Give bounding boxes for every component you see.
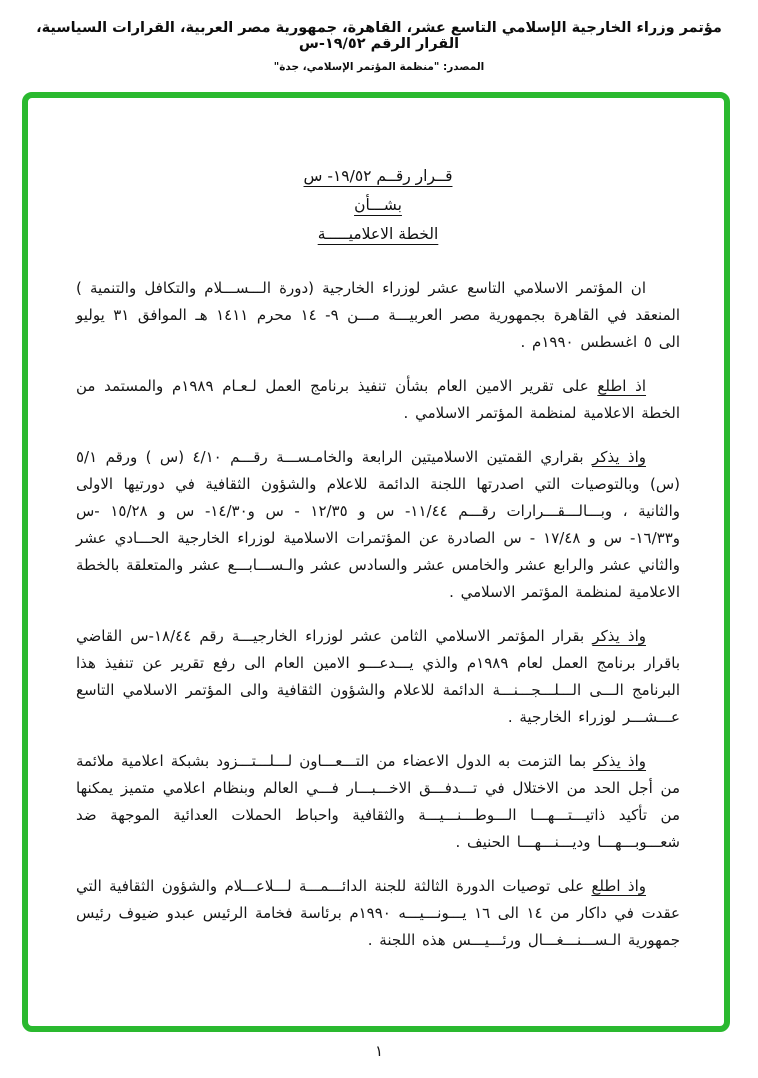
paragraph-recalling-summits: [76, 444, 680, 606]
paragraph-text: ان المؤتمر الاسلامي التاسع عشر لوزراء الخارجية (دورة الـــســـلام والتكافل والتنمية ) المنعقد في القاهرة بجمهورية مصر العربيـــة مـــن ٩- ١٤ محرم ١٤١١ هـ الموافق ٣١ يوليو الى ٥ اغسطس ١٩٩٠م .: [76, 279, 680, 351]
paragraph-recalling-member-states: [76, 748, 680, 856]
document-frame: [22, 92, 730, 1032]
paragraph-lead: واذ يذكر: [592, 627, 646, 645]
page-number: ١: [374, 1042, 384, 1060]
resolution-number-line: قــرار رقــم ١٩/٥٢- س: [303, 167, 453, 185]
paragraph-text: بما التزمت به الدول الاعضاء من التـــعـــاون لـــلـــتـــزود بشبكة اعلامية ملائمة من أجل الحد من الاختلال في تـــدفـــق الاخـــبـــار فـــي العالم وبنظام اعلامي متميز يمكنها من تأكيد ذاتيـــتـــهـــا الـــوطـــنـــيـــة والثقافية واحباط الحملات العدائية الموجهة ضد شعـــوبـــهـــا وديـــنـــهـــا الحنيف .: [76, 752, 680, 851]
paragraph-having-reviewed-dakar: [76, 873, 680, 954]
document-header: [0, 20, 758, 73]
document-content: [28, 98, 724, 971]
paragraph-lead: واذ يذكر: [593, 752, 647, 770]
header-citation-line: مؤتمر وزراء الخارجية الإسلامي التاسع عشر، القاهرة، جمهورية مصر العربية، القرارات السياسية، القرار الرقم ١٩/٥٢-س: [36, 20, 722, 52]
paragraph-lead: واذ يذكر: [592, 448, 646, 466]
paragraph-text: على توصيات الدورة الثالثة للجنة الدائـــمـــة لـــلاعـــلام والشؤون الثقافية التي عقدت في داكار من ١٤ الى ١٦ يـــونـــيـــه ١٩٩٠م برئاسة فخامة الرئيس عبدو ضيوف رئيس جمهورية الـســـنـــغـــال ورئـــيـــس هذه اللجنة .: [76, 877, 680, 949]
resolution-regarding-line: بشـــأن: [354, 196, 402, 214]
paragraph-recalling-18th-conference: [76, 623, 680, 731]
header-source-line: المصدر: "منظمة المؤتمر الإسلامي، جدة": [273, 61, 485, 73]
paragraph-lead: واذ اطلع: [591, 877, 646, 895]
paragraph-text: بقرار المؤتمر الاسلامي الثامن عشر لوزراء الخارجيـــة رقم ١٨/٤٤-س القاضي باقرار برنامج العمل لعام ١٩٨٩م والذي يـــدعـــو الامين العام الى رفع تقرير عن تنفيذ هذا البرنامج الـــى الـــلـــجـــنـــة الدائمة للاعلام والشؤون الثقافية والى المؤتمر الاسلامي التاسع عـــشـــر لوزراء الخارجية .: [76, 627, 680, 726]
paragraph-text: على تقرير الامين العام بشأن تنفيذ برنامج العمل لـعـام ١٩٨٩م والمستمد من الخطة الاعلامية لمنظمة المؤتمر الاسلامي .: [76, 377, 680, 422]
paragraph-lead: اذ اطلع: [597, 377, 647, 395]
paragraph-text: بقراري القمتين الاسلاميتين الرابعة والخامـســـة رقـــم ٤/١٠ (س ) ورقم ٥/١ (س) وبالتوصيات التي اصدرتها اللجنة الدائمة للاعلام والشؤون الثقافية في دورتيها الاولى والثانية ، وبـــالـــقـــرارات رقـــم ١١/٤٤- س و ١٢/٣٥ - س و١٤/٣٠- س و ١٥/٢٨ -س و١٦/٣٣- س و ١٧/٤٨ - س الصادرة عن المؤتمرات الاسلامية لوزراء الخارجية الحـــادي عشر والثاني عشر والرابع عشر والخامس عشر والسادس عشر والـســـابـــع عشر والمتعلقة بالخطة الاعلامية لمنظمة المؤتمر الاسلامي .: [76, 448, 680, 601]
paragraph-having-reviewed: [76, 373, 680, 427]
resolution-title: [76, 162, 680, 249]
resolution-subject-line: الخطة الاعلاميـــــة: [317, 225, 439, 243]
paragraph-preamble: [76, 275, 680, 356]
